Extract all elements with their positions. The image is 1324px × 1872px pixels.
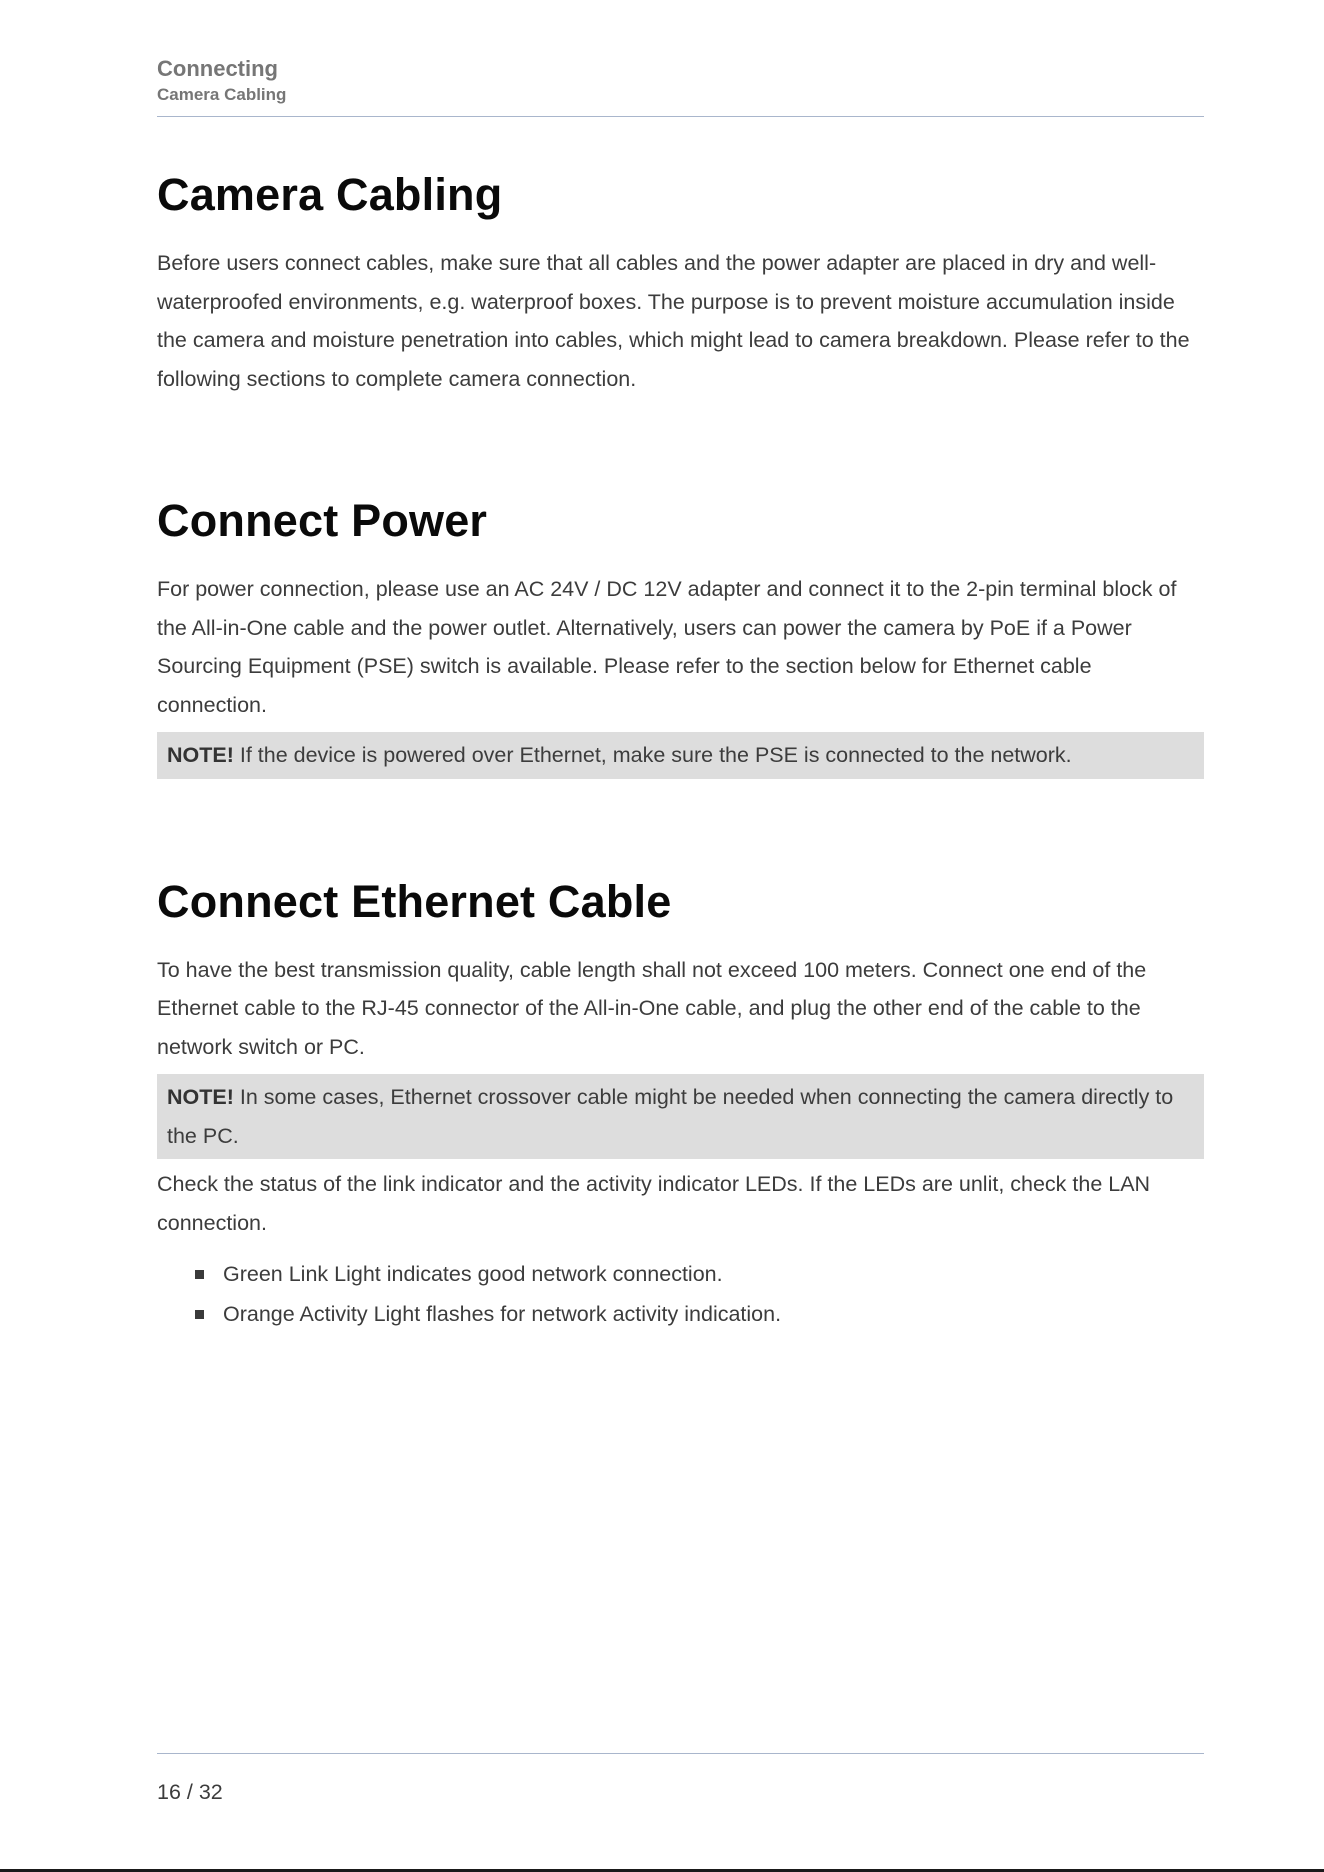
ethernet-note-box bbox=[157, 1074, 1204, 1159]
header-section: Camera Cabling bbox=[157, 85, 287, 104]
list-item-text: Green Link Light indicates good network connection. bbox=[223, 1262, 723, 1286]
power-note-box bbox=[157, 732, 1204, 779]
led-bullet-list bbox=[157, 1254, 1204, 1334]
note-text: In some cases, Ethernet crossover cable might be needed when connecting the camera directly to the PC. bbox=[167, 1085, 1174, 1148]
connect-ethernet-paragraph: To have the best transmission quality, cable length shall not exceed 100 meters. Connect one end of the Ethernet cable to the RJ-45 connector of the All-in-One cable, and plug the other end of the cable to the network switch or PC. bbox=[157, 957, 1147, 1059]
square-bullet-icon bbox=[195, 1270, 204, 1279]
page-header bbox=[157, 54, 1204, 117]
square-bullet-icon bbox=[195, 1310, 204, 1319]
camera-cabling-paragraph: Before users connect cables, make sure that all cables and the power adapter are placed in dry and well-waterproofed environments, e.g. waterproof boxes. The purpose is to prevent moisture accumulation inside the camera and moisture penetration into cables, which might lead to camera breakdown. Please refer to the following sections to complete camera connection. bbox=[157, 251, 1190, 391]
note-label: NOTE! bbox=[167, 1085, 234, 1109]
header-chapter: Connecting bbox=[157, 56, 278, 81]
note-text: If the device is powered over Ethernet, make sure the PSE is connected to the network. bbox=[233, 743, 1072, 767]
list-item-text: Orange Activity Light flashes for network activity indication. bbox=[223, 1302, 782, 1326]
page-number: 16 / 32 bbox=[157, 1780, 223, 1804]
section-title-connect-power: Connect Power bbox=[157, 495, 488, 546]
note-label: NOTE! bbox=[167, 743, 234, 767]
connect-power-paragraph: For power connection, please use an AC 24V / DC 12V adapter and connect it to the 2-pin terminal block of the All-in-One cable and the power outlet. Alternatively, users can power the camera by PoE if a Power Sourcing Equipment (PSE) switch is available. Please refer to the section below for Ethernet cable connection. bbox=[157, 577, 1177, 717]
page-content bbox=[157, 160, 1204, 1334]
section-title-camera-cabling: Camera Cabling bbox=[157, 169, 503, 220]
section-title-connect-ethernet: Connect Ethernet Cable bbox=[157, 875, 672, 927]
list-item bbox=[157, 1294, 1204, 1334]
list-item bbox=[157, 1254, 1204, 1294]
led-status-paragraph: Check the status of the link indicator and the activity indicator LEDs. If the LEDs are unlit, check the LAN connection. bbox=[157, 1172, 1151, 1235]
page-footer bbox=[157, 1753, 1204, 1804]
